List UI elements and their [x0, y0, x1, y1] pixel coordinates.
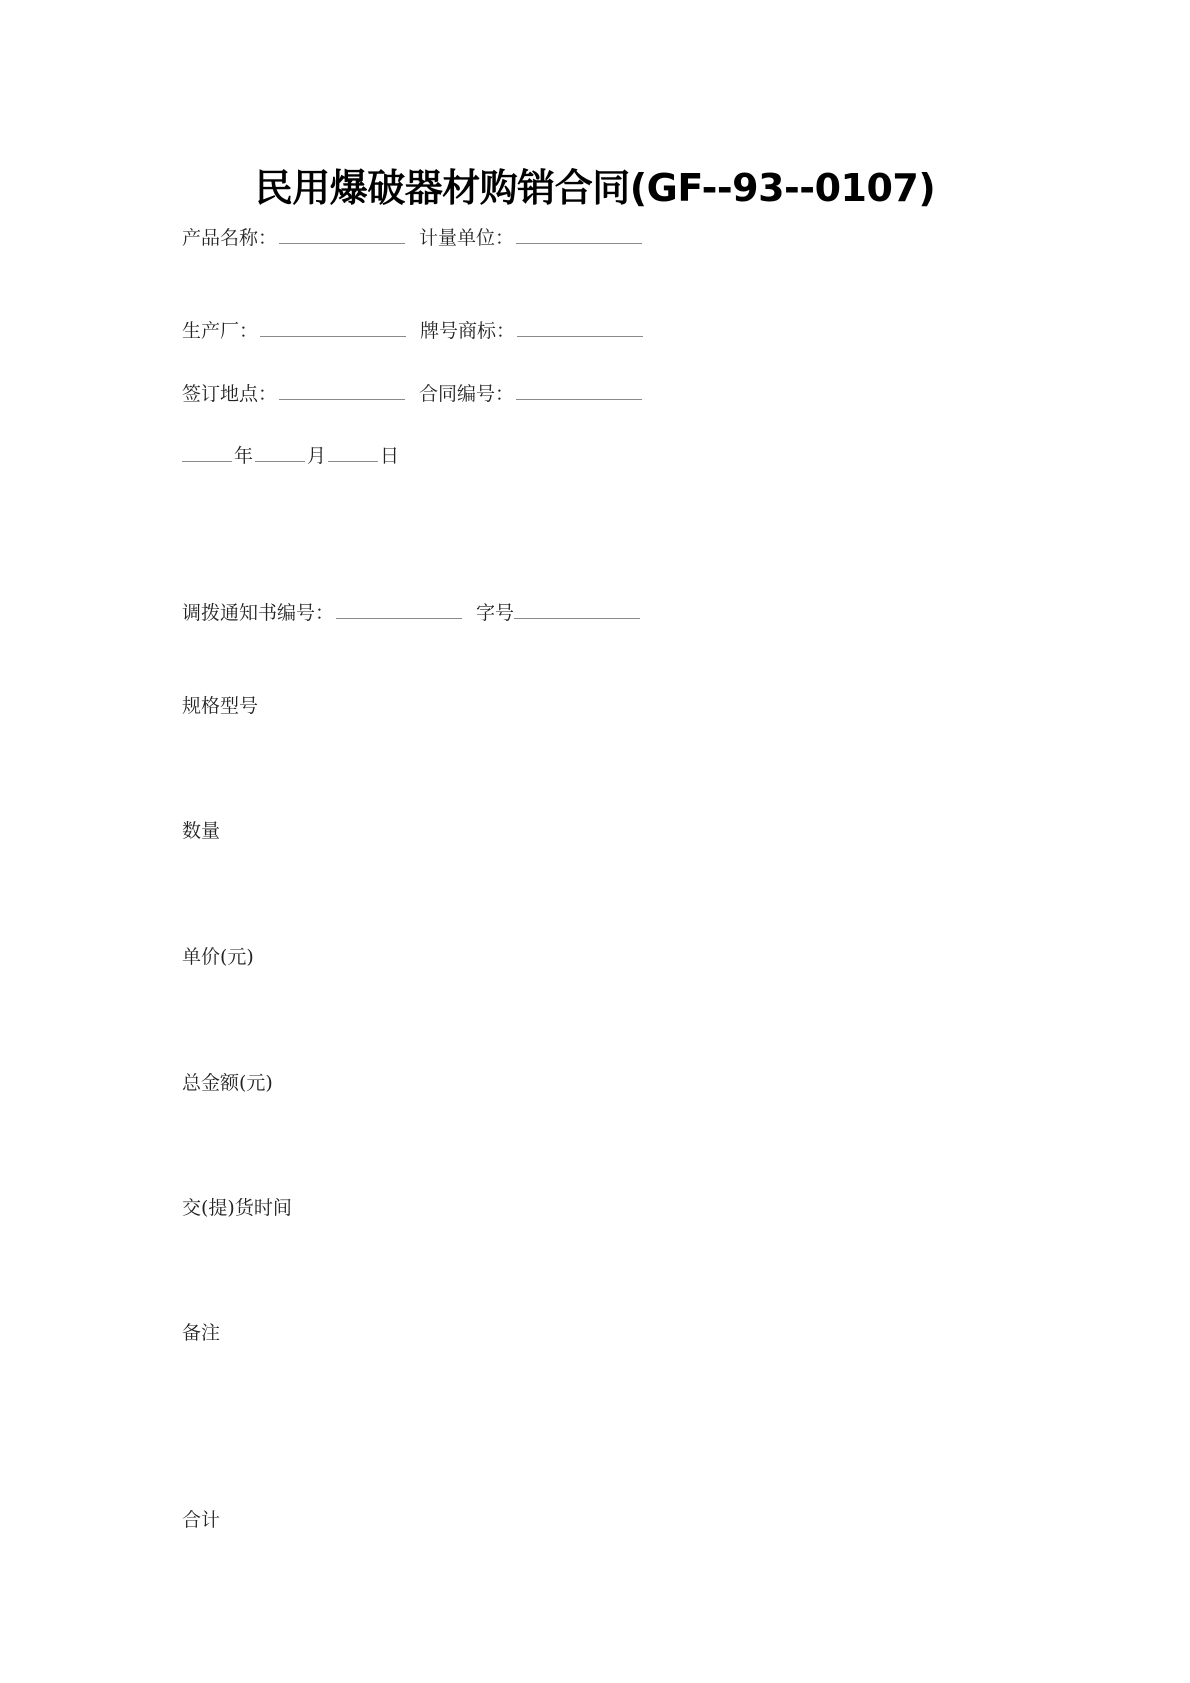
notice-no-field[interactable]: [336, 598, 462, 619]
item-delivery-time: 交(提)货时间: [182, 1197, 292, 1219]
contract-no-field[interactable]: [516, 379, 642, 400]
word-no-field[interactable]: [514, 598, 640, 619]
item-quantity: 数量: [182, 820, 221, 842]
signing-place-field[interactable]: [279, 379, 405, 400]
product-name-label: 产品名称：: [182, 227, 278, 249]
year-field[interactable]: [182, 441, 232, 462]
document-title: 民用爆破器材购销合同(GF--93--0107): [254, 166, 936, 210]
signing-place-label: 签订地点：: [182, 383, 278, 405]
product-name-field[interactable]: [279, 223, 405, 244]
brand-field[interactable]: [517, 316, 643, 337]
row-product-unit: [182, 223, 644, 252]
word-no-label: 字号: [476, 602, 515, 624]
unit-field[interactable]: [516, 223, 642, 244]
month-field[interactable]: [255, 441, 305, 462]
item-total-amount: 总金额(元): [182, 1072, 273, 1094]
unit-label: 计量单位：: [419, 227, 515, 249]
brand-label: 牌号商标：: [420, 320, 516, 342]
manufacturer-field[interactable]: [260, 316, 406, 337]
year-label: 年: [234, 445, 254, 467]
row-place-contract: [182, 379, 644, 408]
month-label: 月: [307, 445, 327, 467]
item-total: 合计: [182, 1509, 221, 1531]
row-date: [182, 441, 399, 470]
day-label: 日: [380, 445, 400, 467]
day-field[interactable]: [328, 441, 378, 462]
row-allocation: [182, 598, 642, 627]
notice-no-label: 调拨通知书编号：: [182, 602, 335, 624]
manufacturer-label: 生产厂：: [182, 320, 259, 342]
item-spec-model: 规格型号: [182, 695, 259, 717]
item-unit-price: 单价(元): [182, 946, 254, 968]
item-remarks: 备注: [182, 1322, 221, 1344]
row-manufacturer-brand: [182, 316, 645, 345]
contract-no-label: 合同编号：: [419, 383, 515, 405]
